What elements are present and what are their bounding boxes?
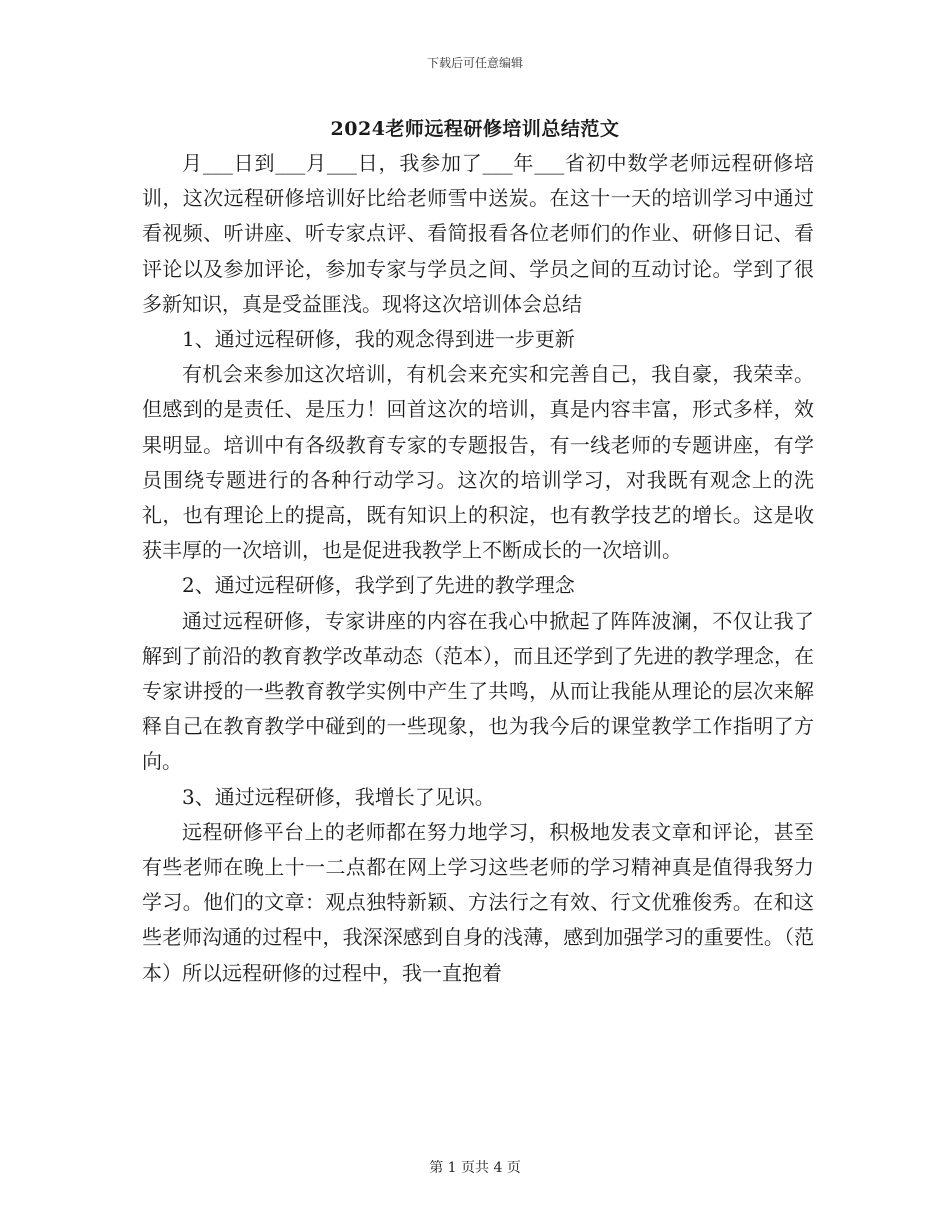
section-heading-1: 1、通过远程研修，我的观念得到进一步更新 [182, 327, 575, 352]
header-note: 下载后可任意编辑 [426, 56, 523, 70]
paragraph-section-3: 远程研修平台上的老师都在努力地学习，积极地发表文章和评论，甚至有些老师在晚上十一二点都在网上学习这些老师的学习精神真是值得我努力学习。他们的文章：观点独特新颖、方法行之有效、行文优雅俊秀。在和这些老师沟通的过程中，我深深感到自身的浅薄，感到加强学习的重要性。（范本）所以远程研修的过程中，我一直抱着 [142, 819, 814, 985]
section-heading-3: 3、通过远程研修，我增长了见识。 [182, 784, 495, 809]
paragraph-section-2: 通过远程研修，专家讲座的内容在我心中掀起了阵阵波澜，不仅让我了解到了前沿的教育教学改革动态（范本），而且还学到了先进的教学理念，在专家讲授的一些教育教学实例中产生了共鸣，从而让我能从理论的层次来解释自己在教育教学中碰到的一些现象，也为我今后的课堂教学工作指明了方向。 [142, 608, 814, 774]
document-body [142, 146, 814, 991]
paragraph-intro: 月___日到___月___日，我参加了___年___省初中数学老师远程研修培训，这次远程研修培训好比给老师雪中送炭。在这十一天的培训学习中通过看视频、听讲座、听专家点评、看简报看各位老师们的作业、研修日记、看评论以及参加评论，参加专家与学员之间、学员之间的互动讨论。学到了很多新知识，真是受益匪浅。现将这次培训体会总结 [142, 151, 814, 316]
document-title: 2024老师远程研修培训总结范文 [330, 118, 620, 140]
section-heading-2: 2、通过远程研修，我学到了先进的教学理念 [182, 573, 575, 598]
page-number-footer: 第 1 页共 4 页 [429, 1160, 521, 1176]
paragraph-section-1: 有机会来参加这次培训，有机会来充实和完善自己，我自豪，我荣幸。但感到的是责任、是压力！回首这次的培训，真是内容丰富，形式多样，效果明显。培训中有各级教育专家的专题报告，有一线老师的专题讲座，有学员围绕专题进行的各种行动学习。这次的培训学习，对我既有观念上的洗礼，也有理论上的提高，既有知识上的积淀，也有教学技艺的增长。这是收获丰厚的一次培训，也是促进我教学上不断成长的一次培训。 [142, 362, 814, 563]
